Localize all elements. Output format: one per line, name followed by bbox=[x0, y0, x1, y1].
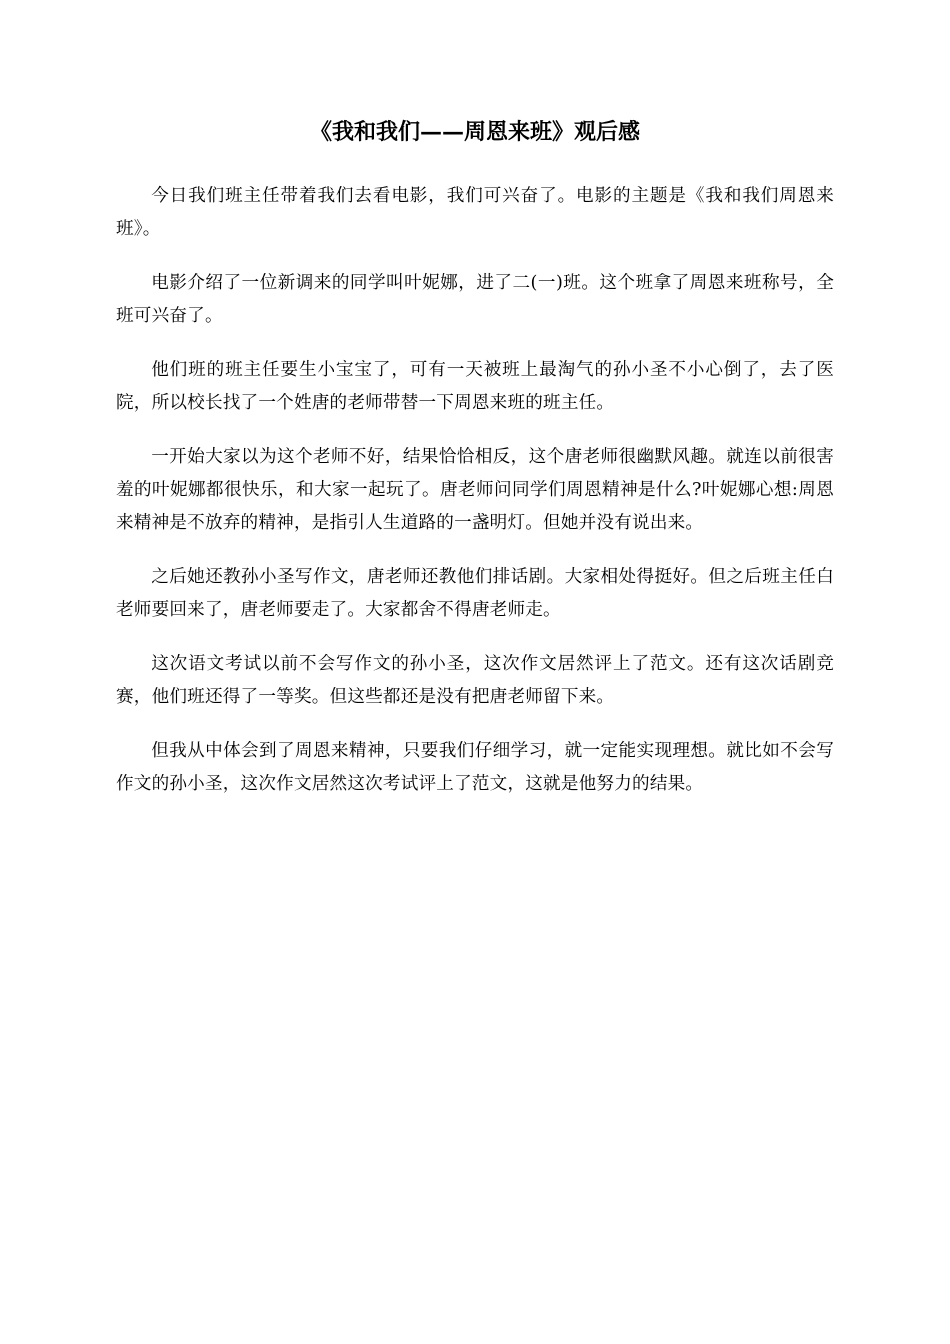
document-body bbox=[116, 180, 834, 822]
paragraph-7: 但我从中体会到了周恩来精神，只要我们仔细学习，就一定能实现理想。就比如不会写作文的孙小圣，这次作文居然这次考试评上了范文，这就是他努力的结果。 bbox=[116, 741, 834, 794]
paragraph-4: 一开始大家以为这个老师不好，结果恰恰相反，这个唐老师很幽默风趣。就连以前很害羞的叶妮娜都很快乐，和大家一起玩了。唐老师问同学们周恩精神是什么?叶妮娜心想:周恩来精神是不放弃的精神，是指引人生道路的一盏明灯。但她并没有说出来。 bbox=[116, 447, 834, 533]
document-title: 《我和我们——周恩来班》观后感 bbox=[309, 119, 640, 145]
paragraph-2: 电影介绍了一位新调来的同学叫叶妮娜，进了二(一)班。这个班拿了周恩来班称号，全班可兴奋了。 bbox=[116, 273, 834, 326]
paragraph-3: 他们班的班主任要生小宝宝了，可有一天被班上最淘气的孙小圣不小心倒了，去了医院，所以校长找了一个姓唐的老师带替一下周恩来班的班主任。 bbox=[116, 360, 834, 413]
paragraph-1: 今日我们班主任带着我们去看电影，我们可兴奋了。电影的主题是《我和我们周恩来班》。 bbox=[116, 186, 834, 239]
paragraph-6: 这次语文考试以前不会写作文的孙小圣，这次作文居然评上了范文。还有这次话剧竞赛，他们班还得了一等奖。但这些都还是没有把唐老师留下来。 bbox=[116, 654, 834, 707]
paragraph-5: 之后她还教孙小圣写作文，唐老师还教他们排话剧。大家相处得挺好。但之后班主任白老师要回来了，唐老师要走了。大家都舍不得唐老师走。 bbox=[116, 567, 834, 620]
